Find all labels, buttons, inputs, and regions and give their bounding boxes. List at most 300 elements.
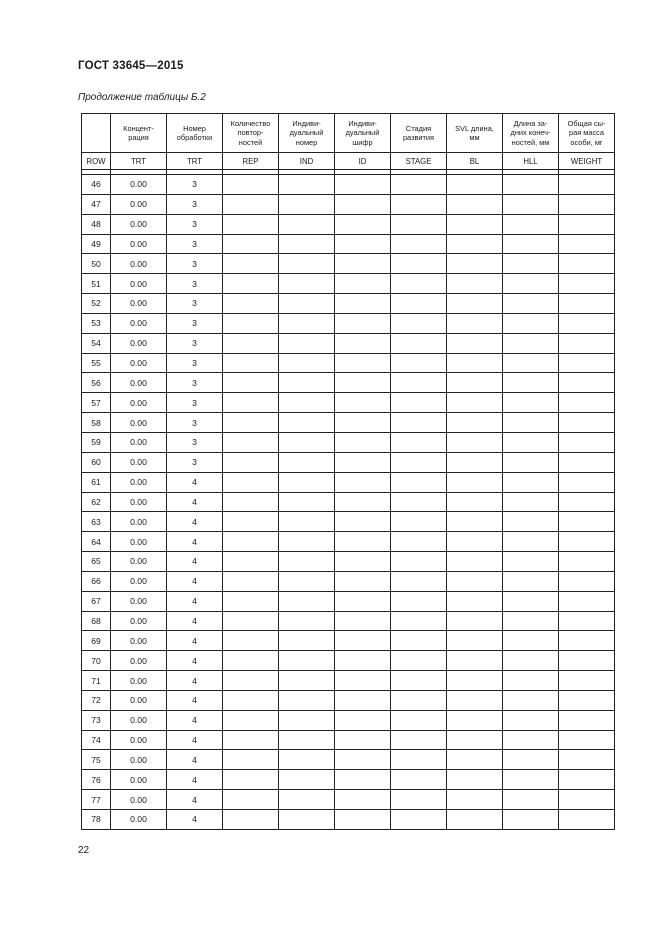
empty-cell <box>335 214 391 234</box>
empty-cell <box>391 611 447 631</box>
empty-cell <box>223 274 279 294</box>
empty-cell <box>391 413 447 433</box>
empty-cell <box>559 512 615 532</box>
table-cell: 4 <box>167 690 223 710</box>
empty-cell <box>559 333 615 353</box>
table-row <box>82 472 615 492</box>
column-header: Индиви- дуальный номер <box>279 114 335 153</box>
header-row-descriptions <box>82 114 615 153</box>
page-number: 22 <box>78 845 90 856</box>
table-cell: 4 <box>167 730 223 750</box>
table-row <box>82 234 615 254</box>
empty-cell <box>279 512 335 532</box>
table-cell: 58 <box>82 413 111 433</box>
table-cell: 3 <box>167 353 223 373</box>
table-cell: 3 <box>167 452 223 472</box>
empty-cell <box>335 432 391 452</box>
empty-cell <box>447 671 503 691</box>
empty-cell <box>335 591 391 611</box>
empty-cell <box>447 512 503 532</box>
empty-cell <box>335 333 391 353</box>
empty-cell <box>335 611 391 631</box>
table-row <box>82 591 615 611</box>
table-cell: 53 <box>82 313 111 333</box>
column-code: WEIGHT <box>559 153 615 170</box>
empty-cell <box>391 651 447 671</box>
empty-cell <box>391 790 447 810</box>
empty-cell <box>503 512 559 532</box>
empty-cell <box>559 750 615 770</box>
empty-cell <box>559 571 615 591</box>
empty-cell <box>503 294 559 314</box>
table-cell: 0.00 <box>111 770 167 790</box>
empty-cell <box>503 413 559 433</box>
empty-cell <box>391 591 447 611</box>
empty-cell <box>279 710 335 730</box>
table-cell: 3 <box>167 413 223 433</box>
table-row <box>82 770 615 790</box>
table-cell: 54 <box>82 333 111 353</box>
empty-cell <box>223 313 279 333</box>
table-cell: 73 <box>82 710 111 730</box>
empty-cell <box>447 810 503 830</box>
table-row <box>82 432 615 452</box>
table-cell: 62 <box>82 492 111 512</box>
table-cell: 3 <box>167 214 223 234</box>
table-row <box>82 393 615 413</box>
empty-cell <box>503 452 559 472</box>
column-code: ID <box>335 153 391 170</box>
empty-cell <box>335 750 391 770</box>
table-cell: 74 <box>82 730 111 750</box>
table-row <box>82 452 615 472</box>
table-cell: 4 <box>167 671 223 691</box>
table-cell: 4 <box>167 552 223 572</box>
empty-cell <box>391 452 447 472</box>
table-cell: 0.00 <box>111 175 167 195</box>
column-code: ROW <box>82 153 111 170</box>
empty-cell <box>279 651 335 671</box>
empty-cell <box>335 631 391 651</box>
table-cell: 4 <box>167 810 223 830</box>
table-row <box>82 492 615 512</box>
empty-cell <box>559 790 615 810</box>
table-cell: 4 <box>167 651 223 671</box>
column-code: TRT <box>167 153 223 170</box>
empty-cell <box>335 373 391 393</box>
table-row <box>82 651 615 671</box>
table-cell: 0.00 <box>111 810 167 830</box>
table-row <box>82 571 615 591</box>
empty-cell <box>223 611 279 631</box>
empty-cell <box>447 552 503 572</box>
empty-cell <box>559 492 615 512</box>
empty-cell <box>503 432 559 452</box>
empty-cell <box>559 313 615 333</box>
table-row <box>82 194 615 214</box>
table-cell: 0.00 <box>111 492 167 512</box>
empty-cell <box>223 571 279 591</box>
table-cell: 75 <box>82 750 111 770</box>
empty-cell <box>279 750 335 770</box>
empty-cell <box>335 472 391 492</box>
empty-cell <box>447 730 503 750</box>
empty-cell <box>391 175 447 195</box>
empty-cell <box>279 810 335 830</box>
empty-cell <box>559 552 615 572</box>
table-cell: 60 <box>82 452 111 472</box>
table-row <box>82 214 615 234</box>
empty-cell <box>559 274 615 294</box>
empty-cell <box>447 651 503 671</box>
empty-cell <box>503 234 559 254</box>
table-cell: 3 <box>167 254 223 274</box>
empty-cell <box>391 710 447 730</box>
empty-cell <box>559 254 615 274</box>
empty-cell <box>223 710 279 730</box>
table-cell: 78 <box>82 810 111 830</box>
table-cell: 0.00 <box>111 730 167 750</box>
column-header: Количество повтор- ностей <box>223 114 279 153</box>
empty-cell <box>447 492 503 512</box>
empty-cell <box>223 631 279 651</box>
empty-cell <box>503 790 559 810</box>
empty-cell <box>503 313 559 333</box>
empty-cell <box>447 234 503 254</box>
empty-cell <box>447 432 503 452</box>
empty-cell <box>335 353 391 373</box>
table-cell: 59 <box>82 432 111 452</box>
column-header: SVL длина, мм <box>447 114 503 153</box>
table-cell: 0.00 <box>111 611 167 631</box>
empty-cell <box>447 591 503 611</box>
empty-cell <box>503 730 559 750</box>
empty-cell <box>223 750 279 770</box>
empty-cell <box>503 631 559 651</box>
column-header: Концент- рация <box>111 114 167 153</box>
empty-cell <box>559 413 615 433</box>
empty-cell <box>223 532 279 552</box>
table-row <box>82 710 615 730</box>
table-row <box>82 294 615 314</box>
empty-cell <box>391 770 447 790</box>
empty-cell <box>335 175 391 195</box>
empty-cell <box>447 313 503 333</box>
table-cell: 0.00 <box>111 274 167 294</box>
empty-cell <box>503 750 559 770</box>
table-cell: 0.00 <box>111 432 167 452</box>
table-row <box>82 810 615 830</box>
table-cell: 65 <box>82 552 111 572</box>
empty-cell <box>447 393 503 413</box>
table-cell: 0.00 <box>111 790 167 810</box>
empty-cell <box>559 671 615 691</box>
empty-cell <box>335 770 391 790</box>
empty-cell <box>391 552 447 572</box>
empty-cell <box>447 532 503 552</box>
empty-cell <box>503 353 559 373</box>
empty-cell <box>559 730 615 750</box>
empty-cell <box>223 591 279 611</box>
empty-cell <box>391 254 447 274</box>
empty-cell <box>335 710 391 730</box>
table-cell: 64 <box>82 532 111 552</box>
table-cell: 71 <box>82 671 111 691</box>
empty-cell <box>335 452 391 472</box>
empty-cell <box>391 313 447 333</box>
empty-cell <box>279 432 335 452</box>
empty-cell <box>559 651 615 671</box>
table-cell: 3 <box>167 432 223 452</box>
table-row <box>82 413 615 433</box>
table-row <box>82 671 615 691</box>
empty-cell <box>279 393 335 413</box>
empty-cell <box>503 770 559 790</box>
table-row <box>82 532 615 552</box>
empty-cell <box>223 552 279 572</box>
empty-cell <box>279 532 335 552</box>
empty-cell <box>503 671 559 691</box>
table-cell: 72 <box>82 690 111 710</box>
empty-cell <box>447 294 503 314</box>
table-cell: 76 <box>82 770 111 790</box>
empty-cell <box>279 690 335 710</box>
column-header: Индиви- дуальный шифр <box>335 114 391 153</box>
empty-cell <box>559 175 615 195</box>
table-row <box>82 690 615 710</box>
empty-cell <box>503 333 559 353</box>
table-cell: 0.00 <box>111 512 167 532</box>
table-cell: 0.00 <box>111 710 167 730</box>
empty-cell <box>335 294 391 314</box>
table-cell: 3 <box>167 393 223 413</box>
column-header: Стадия развития <box>391 114 447 153</box>
empty-cell <box>279 214 335 234</box>
empty-cell <box>279 611 335 631</box>
empty-cell <box>391 194 447 214</box>
empty-cell <box>503 571 559 591</box>
empty-cell <box>503 194 559 214</box>
empty-cell <box>223 671 279 691</box>
empty-cell <box>447 571 503 591</box>
table-row <box>82 333 615 353</box>
empty-cell <box>391 294 447 314</box>
table-cell: 68 <box>82 611 111 631</box>
table-cell: 56 <box>82 373 111 393</box>
empty-cell <box>279 254 335 274</box>
empty-cell <box>391 333 447 353</box>
empty-cell <box>447 452 503 472</box>
empty-cell <box>223 393 279 413</box>
empty-cell <box>503 690 559 710</box>
empty-cell <box>447 175 503 195</box>
empty-cell <box>279 353 335 373</box>
empty-cell <box>335 671 391 691</box>
column-code: REP <box>223 153 279 170</box>
empty-cell <box>223 770 279 790</box>
table-cell: 0.00 <box>111 393 167 413</box>
empty-cell <box>447 254 503 274</box>
table-cell: 57 <box>82 393 111 413</box>
empty-cell <box>335 274 391 294</box>
empty-cell <box>223 373 279 393</box>
empty-cell <box>279 194 335 214</box>
empty-cell <box>559 353 615 373</box>
empty-cell <box>503 492 559 512</box>
empty-cell <box>223 294 279 314</box>
table-cell: 0.00 <box>111 214 167 234</box>
empty-cell <box>559 214 615 234</box>
table-cell: 0.00 <box>111 571 167 591</box>
empty-cell <box>391 274 447 294</box>
table-row <box>82 750 615 770</box>
empty-cell <box>503 373 559 393</box>
data-table <box>81 113 615 830</box>
table-cell: 0.00 <box>111 472 167 492</box>
empty-cell <box>447 790 503 810</box>
table-cell: 0.00 <box>111 194 167 214</box>
empty-cell <box>559 770 615 790</box>
table-cell: 4 <box>167 532 223 552</box>
empty-cell <box>559 631 615 651</box>
empty-cell <box>559 393 615 413</box>
empty-cell <box>279 313 335 333</box>
column-header: Длина за- дних конеч- ностей, мм <box>503 114 559 153</box>
empty-cell <box>335 313 391 333</box>
empty-cell <box>391 432 447 452</box>
table-cell: 3 <box>167 234 223 254</box>
table-cell: 51 <box>82 274 111 294</box>
empty-cell <box>335 571 391 591</box>
table-cell: 0.00 <box>111 631 167 651</box>
empty-cell <box>503 274 559 294</box>
table-cell: 4 <box>167 571 223 591</box>
table-cell: 4 <box>167 750 223 770</box>
empty-cell <box>503 472 559 492</box>
column-header <box>82 114 111 153</box>
table-cell: 4 <box>167 492 223 512</box>
empty-cell <box>223 730 279 750</box>
empty-cell <box>391 373 447 393</box>
table-cell: 4 <box>167 710 223 730</box>
empty-cell <box>503 591 559 611</box>
empty-cell <box>223 214 279 234</box>
empty-cell <box>223 492 279 512</box>
header-row-codes <box>82 153 615 170</box>
empty-cell <box>447 373 503 393</box>
table-cell: 0.00 <box>111 591 167 611</box>
empty-cell <box>279 452 335 472</box>
empty-cell <box>447 214 503 234</box>
empty-cell <box>223 472 279 492</box>
empty-cell <box>559 532 615 552</box>
empty-cell <box>391 393 447 413</box>
empty-cell <box>279 274 335 294</box>
table-row <box>82 631 615 651</box>
column-header: Общая сы- рая масса особи, мг <box>559 114 615 153</box>
column-code: BL <box>447 153 503 170</box>
empty-cell <box>335 730 391 750</box>
empty-cell <box>279 730 335 750</box>
empty-cell <box>447 690 503 710</box>
empty-cell <box>335 790 391 810</box>
empty-cell <box>559 294 615 314</box>
empty-cell <box>559 432 615 452</box>
empty-cell <box>279 770 335 790</box>
empty-cell <box>391 532 447 552</box>
empty-cell <box>559 373 615 393</box>
table-cell: 3 <box>167 333 223 353</box>
table-cell: 3 <box>167 175 223 195</box>
empty-cell <box>279 671 335 691</box>
table-cell: 66 <box>82 571 111 591</box>
empty-cell <box>447 611 503 631</box>
empty-cell <box>223 333 279 353</box>
table-row <box>82 611 615 631</box>
table-cell: 3 <box>167 313 223 333</box>
empty-cell <box>559 611 615 631</box>
empty-cell <box>447 333 503 353</box>
table-cell: 0.00 <box>111 413 167 433</box>
table-caption: Продолжение таблицы Б.2 <box>78 92 206 103</box>
empty-cell <box>503 611 559 631</box>
empty-cell <box>223 452 279 472</box>
empty-cell <box>559 591 615 611</box>
table-cell: 0.00 <box>111 532 167 552</box>
table-row <box>82 274 615 294</box>
empty-cell <box>223 512 279 532</box>
table-cell: 0.00 <box>111 373 167 393</box>
empty-cell <box>559 690 615 710</box>
empty-cell <box>335 413 391 433</box>
empty-cell <box>279 472 335 492</box>
empty-cell <box>391 492 447 512</box>
empty-cell <box>559 472 615 492</box>
empty-cell <box>447 194 503 214</box>
column-code: STAGE <box>391 153 447 170</box>
table-cell: 0.00 <box>111 254 167 274</box>
empty-cell <box>503 810 559 830</box>
table-cell: 67 <box>82 591 111 611</box>
table-row <box>82 175 615 195</box>
empty-cell <box>391 690 447 710</box>
empty-cell <box>279 234 335 254</box>
empty-cell <box>559 710 615 730</box>
empty-cell <box>559 194 615 214</box>
empty-cell <box>391 631 447 651</box>
column-code: TRT <box>111 153 167 170</box>
empty-cell <box>503 214 559 234</box>
empty-cell <box>279 373 335 393</box>
table-cell: 4 <box>167 512 223 532</box>
empty-cell <box>447 353 503 373</box>
empty-cell <box>391 512 447 532</box>
table-cell: 4 <box>167 611 223 631</box>
table-cell: 69 <box>82 631 111 651</box>
empty-cell <box>391 571 447 591</box>
table-cell: 4 <box>167 770 223 790</box>
table-cell: 0.00 <box>111 671 167 691</box>
table-cell: 46 <box>82 175 111 195</box>
document-title: ГОСТ 33645—2015 <box>78 60 184 72</box>
empty-cell <box>279 492 335 512</box>
table-cell: 50 <box>82 254 111 274</box>
empty-cell <box>447 750 503 770</box>
table-cell: 3 <box>167 194 223 214</box>
table-cell: 0.00 <box>111 313 167 333</box>
empty-cell <box>447 472 503 492</box>
empty-cell <box>391 353 447 373</box>
